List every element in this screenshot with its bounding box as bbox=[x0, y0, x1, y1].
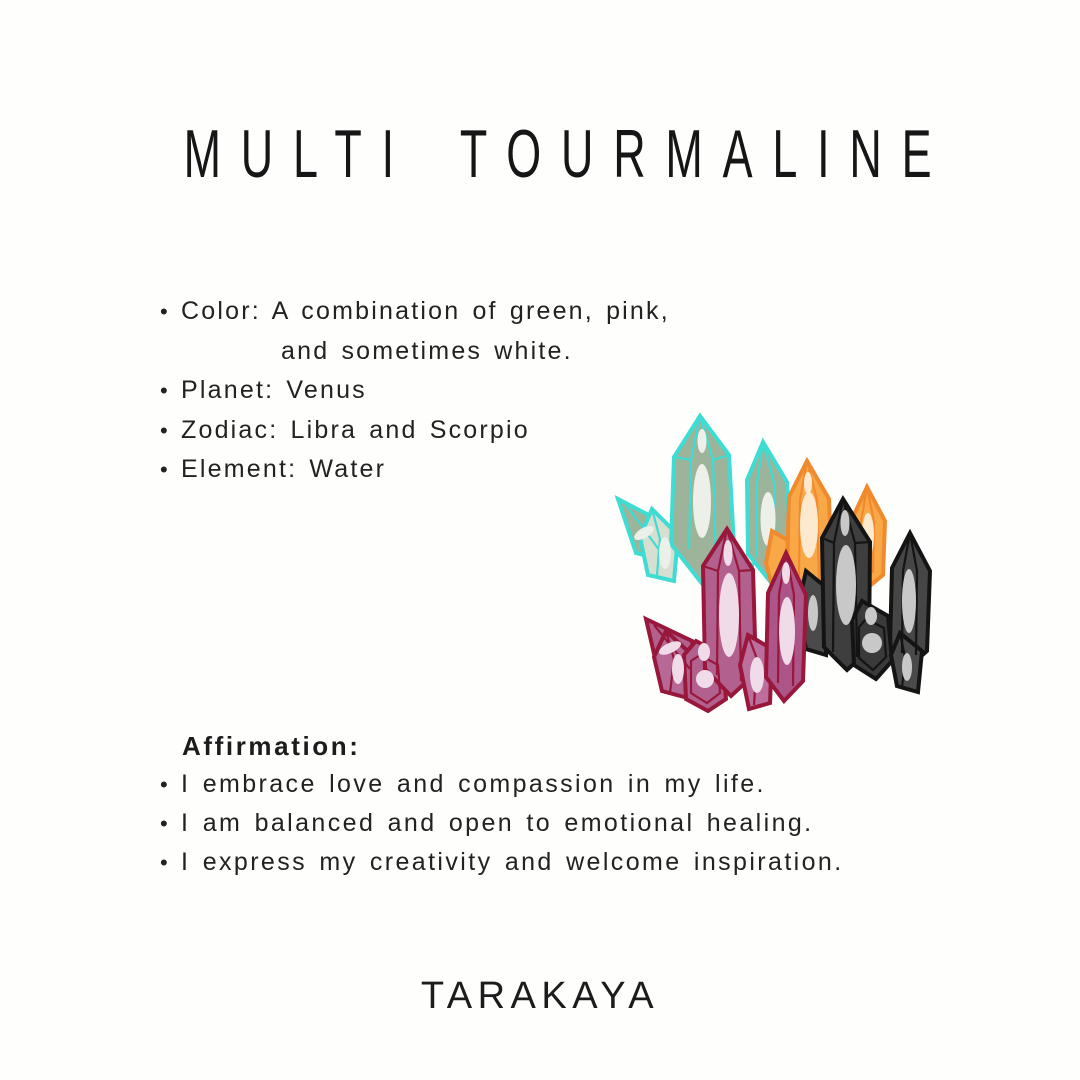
list-item-zodiac bbox=[160, 411, 670, 451]
affirmation-section bbox=[160, 731, 844, 882]
affirmation-item bbox=[160, 765, 844, 804]
affirmation-text: I am balanced and open to emotional healing. bbox=[181, 809, 814, 837]
bullet-icon: • bbox=[160, 299, 170, 324]
property-text bbox=[181, 292, 670, 371]
brand-name: TARAKAYA bbox=[420, 975, 660, 1017]
property-text: Element: Water bbox=[181, 455, 387, 483]
properties-list bbox=[160, 292, 670, 490]
property-line: and sometimes white. bbox=[281, 336, 573, 365]
bullet-icon: • bbox=[160, 417, 170, 443]
affirmation-text: I express my creativity and welcome inspiration. bbox=[181, 848, 844, 876]
affirmation-item bbox=[160, 804, 844, 843]
list-item-planet bbox=[160, 371, 670, 411]
affirmation-heading: Affirmation: bbox=[182, 731, 361, 761]
bullet-icon: • bbox=[160, 378, 170, 403]
crystal-cluster-illustration bbox=[600, 403, 945, 713]
affirmation-text: I embrace love and compassion in my life. bbox=[181, 770, 766, 798]
bullet-icon: • bbox=[160, 811, 171, 836]
page-title: MULTI TOURMALINE bbox=[183, 116, 952, 192]
property-text: Zodiac: Libra and Scorpio bbox=[181, 415, 530, 444]
bullet-icon: • bbox=[160, 772, 171, 797]
bullet-icon: • bbox=[160, 850, 171, 875]
property-text: Planet: Venus bbox=[181, 376, 367, 404]
property-line: Color: A combination of green, pink, bbox=[181, 297, 670, 325]
affirmation-list bbox=[160, 765, 844, 882]
list-item-element bbox=[160, 450, 670, 490]
affirmation-item bbox=[160, 843, 844, 882]
list-item-color bbox=[160, 292, 670, 371]
bullet-icon: • bbox=[160, 457, 170, 482]
